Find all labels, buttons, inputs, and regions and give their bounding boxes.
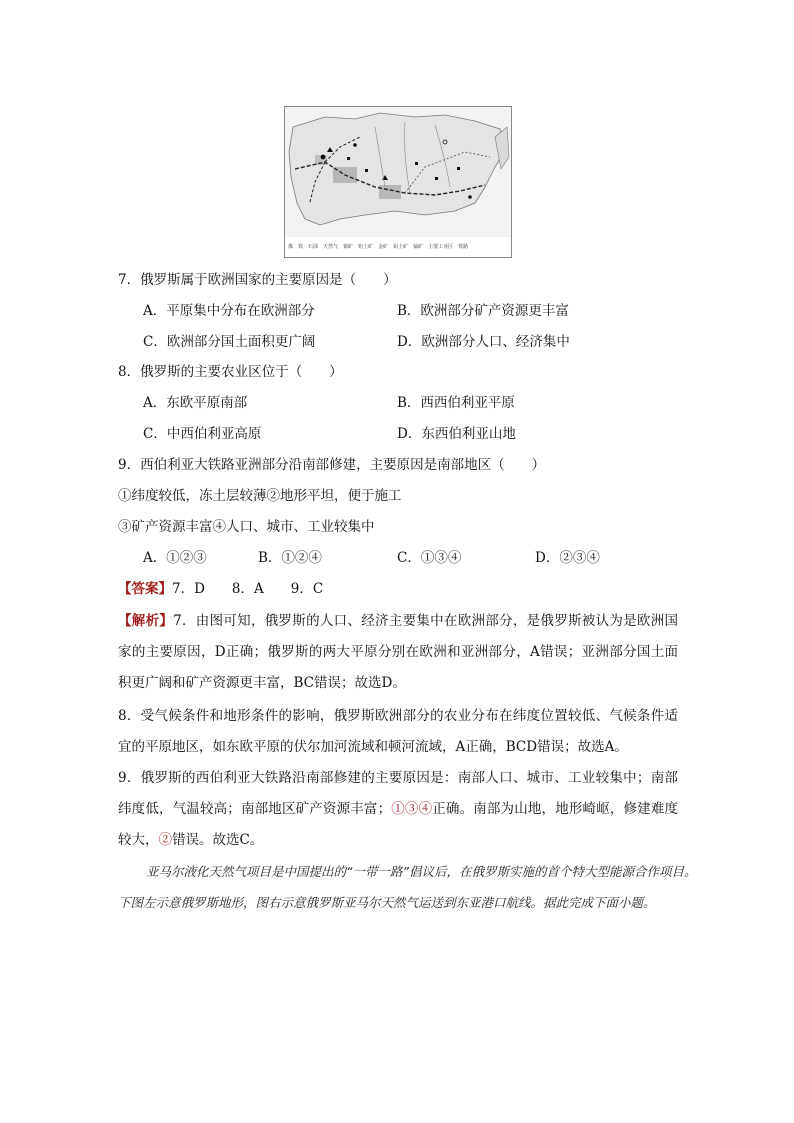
q8-option-d: D．东西伯利亚山地 xyxy=(397,426,516,442)
question-7-stem: 7．俄罗斯属于欧洲国家的主要原因是（ ） xyxy=(118,272,397,288)
q8-option-c: C．中西伯利亚高原 xyxy=(143,426,262,442)
legend-item: 铁路 xyxy=(458,243,469,250)
next-section-intro: 亚马尔液化天然气项目是中国提出的“一带一路”倡议后，在俄罗斯实施的首个特大型能源合作项目。下图左示意俄罗斯地形，图右示意俄罗斯亚马尔天然气运送到东亚港口航线。据此完成下面小题。 xyxy=(118,864,697,910)
map-drawing xyxy=(285,107,511,237)
legend-item: 金矿 xyxy=(378,243,389,250)
q9-option-a: A．①②③ xyxy=(143,550,207,566)
question-9-statements-2: ③矿产资源丰富④人口、城市、工业较集中 xyxy=(118,519,375,535)
legend-item: 铜矿 xyxy=(343,243,354,250)
answer-text: 7．D 8．A 9．C xyxy=(172,581,324,597)
analysis-q9-text-b: 正确。南部为山地，地形崎岖，修建难度较大， xyxy=(118,801,679,848)
legend-item: 煤 xyxy=(288,243,294,250)
analysis-q7-text: 7．由图可知，俄罗斯的人口、经济主要集中在欧洲部分，是俄罗斯被认为是欧洲国家的主要原因，D正确；俄罗斯的两大平原分别在欧洲和亚洲部分，A错误；亚洲部分国土面积更广阔和矿产资源更丰富，BC错误；故选D。 xyxy=(118,613,678,691)
legend-item: 主要工业区 xyxy=(428,243,454,250)
question-9-stem: 9．西伯利亚大铁路亚洲部分沿南部修建，主要原因是南部地区（ ） xyxy=(118,457,546,473)
q7-option-b: B．欧洲部分矿产资源更丰富 xyxy=(397,303,569,319)
q7-option-d: D．欧洲部分人口、经济集中 xyxy=(397,334,570,350)
answer-line xyxy=(118,579,323,599)
q9-option-d: D．②③④ xyxy=(535,550,600,566)
analysis-q7 xyxy=(118,606,678,699)
analysis-q9 xyxy=(118,763,678,856)
analysis-q9-circled-1: ①③④ xyxy=(391,801,433,817)
q9-option-b: B．①②④ xyxy=(258,550,322,566)
legend-item: 石油 xyxy=(308,243,319,250)
legend-item: 铁 xyxy=(298,243,304,250)
analysis-q9-text-c: 错误。故选C。 xyxy=(172,832,264,848)
q8-option-a: A．东欧平原南部 xyxy=(143,395,248,411)
answer-label: 【答案】 xyxy=(118,581,172,597)
analysis-q9-text-a: 9．俄罗斯的西伯利亚大铁路沿南部修建的主要原因是：南部人口、城市、工业较集中；南部纬度低，气温较高；南部地区矿产资源丰富； xyxy=(118,770,678,817)
russia-resource-map xyxy=(284,106,512,258)
question-8-stem: 8．俄罗斯的主要农业区位于（ ） xyxy=(118,364,343,380)
analysis-q9-circled-2: ② xyxy=(158,832,172,848)
legend-item: 铅土矿 xyxy=(393,243,409,250)
map-legend xyxy=(285,237,511,257)
q7-option-a: A．平原集中分布在欧洲部分 xyxy=(143,303,315,319)
analysis-label: 【解析】 xyxy=(118,613,174,629)
q7-option-c: C．欧洲部分国土面积更广阔 xyxy=(143,334,316,350)
legend-item: 锰矿 xyxy=(413,243,424,250)
q9-option-c: C．①③④ xyxy=(397,550,462,566)
legend-item: 天然气 xyxy=(323,243,339,250)
analysis-q8: 8．受气候条件和地形条件的影响，俄罗斯欧洲部分的农业分布在纬度位置较低、气候条件适宜的平原地区，如东欧平原的伏尔加河流域和顿河流域，A正确，BCD错误；故选A。 xyxy=(118,708,678,755)
legend-item: 铝土矿 xyxy=(358,243,374,250)
question-9-statements-1: ①纬度较低，冻土层较薄②地形平坦，便于施工 xyxy=(118,488,402,504)
q8-option-b: B．西西伯利亚平原 xyxy=(397,395,515,411)
